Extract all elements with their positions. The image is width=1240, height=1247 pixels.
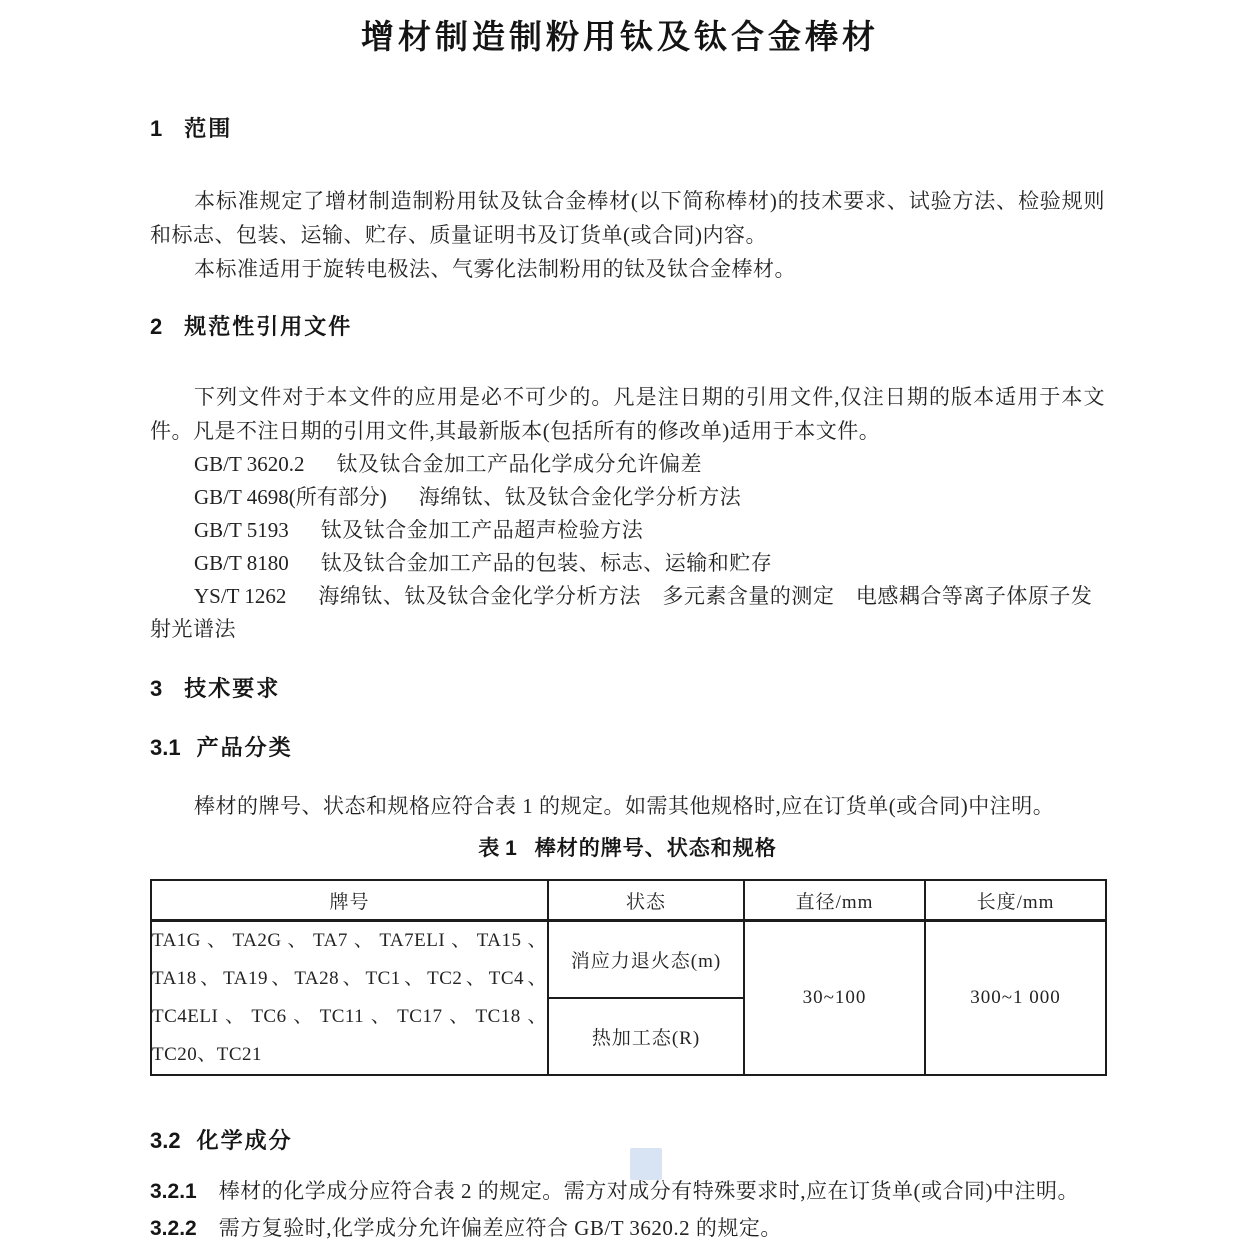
section-3-1-paragraph: 棒材的牌号、状态和规格应符合表 1 的规定。如需其他规格时,应在订货单(或合同)中注明。 <box>194 794 1055 818</box>
section-2-heading <box>150 312 1105 342</box>
section-3-1-body <box>150 789 1105 823</box>
section-3-title: 技术要求 <box>184 676 281 701</box>
reference-item <box>150 514 1105 547</box>
section-1-title: 范围 <box>184 116 233 141</box>
clause-3-2-2-number: 3.2.2 <box>150 1217 197 1240</box>
reference-title: 钛及钛合金加工产品化学成分允许偏差 <box>336 452 702 476</box>
table-1 <box>150 879 1107 1076</box>
document-content <box>150 114 1105 1247</box>
table-1-length-cell: 300~1 000 <box>925 921 1106 1076</box>
table-1-caption <box>150 836 1105 862</box>
section-2-title: 规范性引用文件 <box>184 314 353 339</box>
section-2-intro <box>150 380 1105 448</box>
reference-item <box>150 448 1105 481</box>
section-1-heading <box>150 114 1105 144</box>
clause-3-2-2 <box>150 1210 1105 1247</box>
section-2-number: 2 <box>150 314 163 339</box>
reference-code: GB/T 4698(所有部分) <box>194 485 387 509</box>
reference-item <box>150 547 1105 580</box>
clause-3-2-1 <box>150 1173 1105 1210</box>
section-3-1-title: 产品分类 <box>196 735 293 760</box>
clause-3-2-1-number: 3.2.1 <box>150 1180 197 1203</box>
reference-code: GB/T 3620.2 <box>194 452 305 476</box>
table-1-grades-cell: TA1G、TA2G、TA7、TA7ELI、TA15、TA18、TA19、TA28、TC1、TC2、TC4、TC4ELI、TC6、TC11、TC17、TC18、TC20、TC21 <box>151 921 548 1076</box>
section-1-body <box>150 184 1105 286</box>
reference-code: GB/T 8180 <box>194 551 289 575</box>
section-3-heading <box>150 674 1105 704</box>
reference-title: 钛及钛合金加工产品的包装、标志、运输和贮存 <box>320 551 773 575</box>
section-3-1-heading <box>150 733 1105 763</box>
table-1-state-cell-1: 消应力退火态(m) <box>548 921 744 999</box>
section-1-paragraph-1: 本标准规定了增材制造制粉用钛及钛合金棒材(以下简称棒材)的技术要求、试验方法、检验规则和标志、包装、运输、贮存、质量证明书及订货单(或合同)内容。 <box>150 189 1105 247</box>
reference-title: 钛及钛合金加工产品超声检验方法 <box>320 518 644 542</box>
reference-title: 海绵钛、钛及钛合金化学分析方法 <box>418 485 742 509</box>
section-1-paragraph-2: 本标准适用于旋转电极法、气雾化法制粉用的钛及钛合金棒材。 <box>194 257 796 281</box>
section-3-2-title: 化学成分 <box>196 1128 293 1153</box>
table-1-header-length: 长度/mm <box>925 880 1106 921</box>
section-3-number: 3 <box>150 676 163 701</box>
section-3-2-heading <box>150 1126 1105 1156</box>
section-2-intro-paragraph: 下列文件对于本文件的应用是必不可少的。凡是注日期的引用文件,仅注日期的版本适用于本文件。凡是不注日期的引用文件,其最新版本(包括所有的修改单)适用于本文件。 <box>150 385 1105 443</box>
table-1-header-grade: 牌号 <box>151 880 548 921</box>
section-3-2-number: 3.2 <box>150 1128 181 1153</box>
section-3-1-number: 3.1 <box>150 735 181 760</box>
table-1-state-cell-2: 热加工态(R) <box>548 998 744 1075</box>
document-title: 增材制造制粉用钛及钛合金棒材 <box>361 18 879 55</box>
clause-3-2-1-text: 棒材的化学成分应符合表 2 的规定。需方对成分有特殊要求时,应在订货单(或合同)中注明。 <box>218 1179 1079 1203</box>
reference-item <box>150 481 1105 514</box>
table-1-header-state: 状态 <box>548 880 744 921</box>
table-1-caption-label: 表 1 <box>478 837 517 860</box>
reference-title: 海绵钛、钛及钛合金化学分析方法 多元素含量的测定 电感耦合等离子体原子发射光谱法 <box>150 584 1093 641</box>
table-1-header-diameter: 直径/mm <box>744 880 925 921</box>
table-1-diameter-cell: 30~100 <box>744 921 925 1076</box>
clause-3-2-2-text: 需方复验时,化学成分允许偏差应符合 GB/T 3620.2 的规定。 <box>218 1216 782 1240</box>
reference-code: GB/T 5193 <box>194 518 289 542</box>
section-1-number: 1 <box>150 116 163 141</box>
table-1-body-row-1 <box>151 921 1106 999</box>
table-1-caption-text: 棒材的牌号、状态和规格 <box>534 837 777 860</box>
normative-references-list <box>150 448 1105 646</box>
reference-item <box>150 580 1105 646</box>
table-1-header-row <box>151 880 1106 921</box>
reference-code: YS/T 1262 <box>194 584 287 608</box>
